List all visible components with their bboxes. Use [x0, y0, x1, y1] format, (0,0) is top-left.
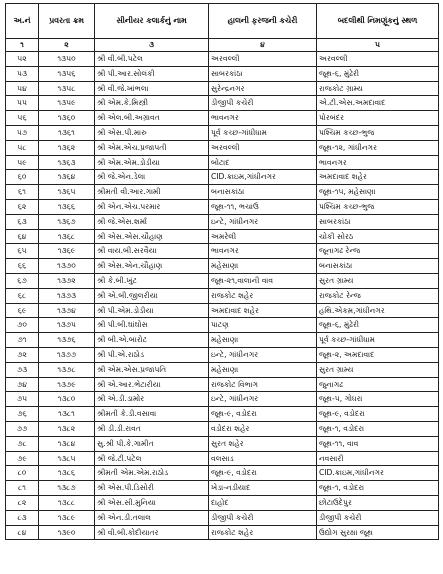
column-number: ૨: [39, 39, 95, 52]
cell-clerk-name: શ્રી જે.ટી.પટેલ: [95, 451, 209, 466]
cell-current-office: રાજકોટ શહેર: [209, 288, 317, 303]
cell-clerk-name: શ્રી વી.બી.કોદીયાતર: [95, 525, 209, 540]
cell-seniority-rank: ૧૩૬૦: [39, 111, 95, 126]
cell-current-office: ખેડા-નડીયાદ: [209, 481, 317, 496]
table-row: [6, 510, 439, 525]
cell-current-office: ઇન્ટે, ગાંધીનગર: [209, 347, 317, 362]
cell-serial-no: ૭૩: [6, 362, 39, 377]
table-row: [6, 451, 439, 466]
cell-serial-no: ૬૯: [6, 303, 39, 318]
cell-serial-no: ૭૯: [6, 451, 39, 466]
cell-transfer-place: જૂથ-૫, ગોધરા: [317, 392, 439, 407]
cell-seniority-rank: ૧૩૬૮: [39, 229, 95, 244]
cell-clerk-name: શ્રી એમ.એસ.પ્રજાપતિ: [95, 362, 209, 377]
cell-current-office: CID.ક્રાઇમ,ગાંધીનગર: [209, 170, 317, 185]
table-row: [6, 81, 439, 96]
cell-transfer-place: બનાસકાંઠા: [317, 259, 439, 274]
cell-seniority-rank: ૧૩૬૯: [39, 244, 95, 259]
cell-seniority-rank: ૧૩૮૧: [39, 407, 95, 422]
table-row: [6, 185, 439, 200]
table-row: [6, 125, 439, 140]
cell-current-office: રાજકોટ શહેર: [209, 525, 317, 540]
column-number: ૧: [6, 39, 39, 52]
table-row: [6, 259, 439, 274]
header-current-office: હાલની ફરજની કચેરી: [209, 4, 317, 39]
cell-serial-no: ૭૦: [6, 318, 39, 333]
cell-transfer-place: જૂથ-૧૫, મહેસાણા: [317, 185, 439, 200]
header-seniority-rank: પ્રવરતા ક્રમ: [39, 4, 95, 39]
cell-serial-no: ૭૪: [6, 377, 39, 392]
cell-serial-no: ૫૬: [6, 111, 39, 126]
cell-serial-no: ૫૯: [6, 155, 39, 170]
header-row: [6, 4, 439, 39]
cell-clerk-name: શ્રી એન.ડી.તલાલ: [95, 510, 209, 525]
table-row: [6, 362, 439, 377]
cell-serial-no: ૬૨: [6, 199, 39, 214]
cell-seniority-rank: ૧૩૭૬: [39, 333, 95, 348]
cell-transfer-place: અમદાવાદ શહેર: [317, 170, 439, 185]
table-row: [6, 525, 439, 540]
cell-serial-no: ૫૮: [6, 140, 39, 155]
cell-transfer-place: CID.ક્રાઇમ,ગાંધીનગર: [317, 466, 439, 481]
cell-transfer-place: રાજકોટ ગ્રામ્ય: [317, 81, 439, 96]
cell-transfer-place: હથિ.એકમ઼,ગાંધીનગર: [317, 303, 439, 318]
cell-seniority-rank: ૧૩૫૯: [39, 96, 95, 111]
table-row: [6, 392, 439, 407]
cell-seniority-rank: ૧૩૫૬: [39, 66, 95, 81]
table-row: [6, 421, 439, 436]
cell-seniority-rank: ૧૩૭૯: [39, 377, 95, 392]
cell-seniority-rank: ૧૩૬૭: [39, 214, 95, 229]
cell-transfer-place: જૂથ-૧, વડોદરા: [317, 421, 439, 436]
cell-seniority-rank: ૧૩૮૦: [39, 392, 95, 407]
cell-seniority-rank: ૧૩૮૪: [39, 436, 95, 451]
header-clerk-name: સીનીયર કલાર્કનું નામ: [95, 4, 209, 39]
cell-seniority-rank: ૧૩૭૪: [39, 303, 95, 318]
cell-transfer-place: જૂથ-૯, વડોદરા: [317, 407, 439, 422]
cell-seniority-rank: ૧૩૬૩: [39, 155, 95, 170]
cell-clerk-name: શ્રી એ.ડી.ડામોર: [95, 392, 209, 407]
cell-current-office: જૂથ-૯, વડોદરા: [209, 407, 317, 422]
header-transfer-place: બદલીથી નિમણૂંકનું સ્થળ: [317, 4, 439, 39]
table-row: [6, 96, 439, 111]
cell-clerk-name: શ્રી એ.આર.ભેટારીયા: [95, 377, 209, 392]
column-number: ૩: [95, 39, 209, 52]
cell-current-office: ડીજીપી કચેરી: [209, 510, 317, 525]
cell-current-office: જૂથ-૨૧,વાલાની વાવ: [209, 273, 317, 288]
table-row: [6, 333, 439, 348]
cell-current-office: અરવલ્લી: [209, 52, 317, 67]
cell-seniority-rank: ૧૩૮૮: [39, 495, 95, 510]
cell-clerk-name: શ્રી ડી.ડી.રાવત: [95, 421, 209, 436]
cell-current-office: બનાસકાંઠા: [209, 185, 317, 200]
cell-current-office: દાહોદ: [209, 495, 317, 510]
cell-current-office: સાબરકાંઠા: [209, 66, 317, 81]
cell-transfer-place: જૂથ-૧૨, ગાંધીનગર: [317, 140, 439, 155]
cell-clerk-name: શ્રી વી.જે.ખાંભલા: [95, 81, 209, 96]
cell-clerk-name: શ્રી એસ.એન.ચૌહાણ: [95, 259, 209, 274]
cell-transfer-place: પોરબંદર: [317, 111, 439, 126]
table-body: [6, 52, 439, 540]
cell-clerk-name: શ્રી બી.એ.બારોટ: [95, 333, 209, 348]
cell-transfer-place: રાજકોટ રેન્જ: [317, 288, 439, 303]
transfer-table: [5, 3, 439, 540]
cell-transfer-place: જૂથ-૧૧, વાવ: [317, 436, 439, 451]
cell-serial-no: ૬૩: [6, 214, 39, 229]
cell-serial-no: ૮૪: [6, 525, 39, 540]
cell-clerk-name: શ્રી પી.એ.રાઠોડ: [95, 347, 209, 362]
cell-current-office: બોટાદ: [209, 155, 317, 170]
cell-serial-no: ૮૧: [6, 481, 39, 496]
cell-transfer-place: સાબરકાંઠા: [317, 214, 439, 229]
cell-serial-no: ૬૭: [6, 273, 39, 288]
cell-seniority-rank: ૧૩૬૫: [39, 185, 95, 200]
cell-serial-no: ૭૫: [6, 392, 39, 407]
cell-transfer-place: જૂનાગઢ રેન્જ: [317, 244, 439, 259]
cell-current-office: જૂથ-૧૧, ભચાઉ: [209, 199, 317, 214]
cell-seniority-rank: ૧૩૬૨: [39, 140, 95, 155]
cell-current-office: સુરત શહેર: [209, 436, 317, 451]
cell-current-office: રાજકોટ વિભાગ: [209, 377, 317, 392]
column-number-row: [6, 39, 439, 52]
cell-seniority-rank: ૧૩૭૮: [39, 362, 95, 377]
cell-transfer-place: પૂર્વ કચ્છ-ગાંધીધામ: [317, 333, 439, 348]
cell-clerk-name: શ્રી એમ.કે.મિસ્ત્રી: [95, 96, 209, 111]
cell-clerk-name: શ્રી એલ.બી.અગ્રાવત: [95, 111, 209, 126]
cell-transfer-place: ચોકી સોરઠ: [317, 229, 439, 244]
table-row: [6, 52, 439, 67]
cell-clerk-name: શ્રીમતી કે.ડી.વસાવા: [95, 407, 209, 422]
cell-serial-no: ૭૮: [6, 436, 39, 451]
table-row: [6, 481, 439, 496]
cell-seniority-rank: ૧૩૮૭: [39, 481, 95, 496]
table-row: [6, 377, 439, 392]
cell-seniority-rank: ૧૩૮૨: [39, 421, 95, 436]
cell-serial-no: ૬૧: [6, 185, 39, 200]
table-row: [6, 318, 439, 333]
table-row: [6, 111, 439, 126]
cell-clerk-name: શ્રીમતી એમ.એમ.રાઠોડ: [95, 466, 209, 481]
cell-clerk-name: શ્રી એસ.સી.મુનિયા: [95, 495, 209, 510]
cell-serial-no: ૬૦: [6, 170, 39, 185]
cell-seniority-rank: ૧૩૬૧: [39, 125, 95, 140]
cell-clerk-name: શ્રી જે.એન.ડેલા: [95, 170, 209, 185]
cell-current-office: મહેસાણા: [209, 333, 317, 348]
table-row: [6, 244, 439, 259]
cell-serial-no: ૫૩: [6, 66, 39, 81]
cell-transfer-place: સુરત ગ્રામ્ય: [317, 273, 439, 288]
header-serial-no: અ.નં: [6, 4, 39, 39]
table-row: [6, 229, 439, 244]
cell-seniority-rank: ૧૩૭૨: [39, 273, 95, 288]
cell-current-office: ભાવનગર: [209, 111, 317, 126]
table-row: [6, 199, 439, 214]
cell-current-office: ભાવનગર: [209, 244, 317, 259]
cell-current-office: અમદાવાદ શહેર: [209, 303, 317, 318]
cell-transfer-place: નવસારી: [317, 451, 439, 466]
cell-transfer-place: જૂથ-૨, અમદાવાદ: [317, 347, 439, 362]
cell-transfer-place: જૂથ-૧, વડોદરા: [317, 481, 439, 496]
cell-serial-no: ૮૩: [6, 510, 39, 525]
cell-serial-no: ૮૦: [6, 466, 39, 481]
cell-transfer-place: ઉદ્યોગ સુરક્ષા જૂથ: [317, 525, 439, 540]
cell-serial-no: ૭૧: [6, 333, 39, 348]
cell-serial-no: ૭૭: [6, 421, 39, 436]
table-row: [6, 436, 439, 451]
cell-serial-no: ૬૮: [6, 288, 39, 303]
cell-clerk-name: શ્રી પી.બી.ઘાંઘોસ: [95, 318, 209, 333]
table-row: [6, 347, 439, 362]
cell-seniority-rank: ૧૩૭૫: [39, 318, 95, 333]
cell-clerk-name: શ્રી પી.એમ.ડોડીયા: [95, 303, 209, 318]
cell-clerk-name: શ્રી એસ.પી.મારુ: [95, 125, 209, 140]
cell-clerk-name: શ્રી એન.એચ.પરમાર: [95, 199, 209, 214]
cell-seniority-rank: ૧૩૮૯: [39, 510, 95, 525]
cell-clerk-name: શ્રી પી.આર.સોલંકી: [95, 66, 209, 81]
table-row: [6, 170, 439, 185]
cell-transfer-place: પશ્ચિમ કચ્છ-ભુજ: [317, 125, 439, 140]
cell-seniority-rank: ૧૩૫૮: [39, 81, 95, 96]
cell-clerk-name: શ્રી વી.બી.પટેલ: [95, 52, 209, 67]
cell-current-office: અમરેલી: [209, 229, 317, 244]
table-row: [6, 288, 439, 303]
cell-clerk-name: શ્રી જે.એસ.શર્મા: [95, 214, 209, 229]
cell-serial-no: ૫૨: [6, 52, 39, 67]
column-number: ૪: [209, 39, 317, 52]
cell-serial-no: ૫૭: [6, 125, 39, 140]
cell-transfer-place: સુરત ગ્રામ્ય: [317, 362, 439, 377]
cell-clerk-name: શ્રી એમ.એમ.ડોડીયા: [95, 155, 209, 170]
cell-clerk-name: શ્રી એ.બી.જીલરીયા: [95, 288, 209, 303]
cell-current-office: મહેસાણા: [209, 362, 317, 377]
cell-serial-no: ૬૫: [6, 244, 39, 259]
cell-serial-no: ૫૪: [6, 81, 39, 96]
cell-seniority-rank: ૧૩૮૬: [39, 466, 95, 481]
cell-serial-no: ૬૬: [6, 259, 39, 274]
cell-current-office: વલસાડ: [209, 451, 317, 466]
transfer-list-sheet: [5, 3, 438, 540]
cell-transfer-place: પશ્ચિમ કચ્છ-ભુજ: [317, 199, 439, 214]
table-row: [6, 214, 439, 229]
cell-current-office: ઇન્ટે, ગાંધીનગર: [209, 392, 317, 407]
cell-serial-no: ૭૨: [6, 347, 39, 362]
cell-transfer-place: જૂથ-૬, મુંઢેરી: [317, 66, 439, 81]
cell-seniority-rank: ૧૩૫૦: [39, 52, 95, 67]
cell-transfer-place: છોટાઉદેપુર: [317, 495, 439, 510]
column-number: ૫: [317, 39, 439, 52]
cell-seniority-rank: ૧૩૬૬: [39, 199, 95, 214]
cell-transfer-place: ડીજીપી કચેરી: [317, 510, 439, 525]
cell-serial-no: ૫૫: [6, 96, 39, 111]
table-row: [6, 66, 439, 81]
cell-transfer-place: અરવલ્લી: [317, 52, 439, 67]
cell-transfer-place: જૂથ-૬, મુંઢેરી: [317, 318, 439, 333]
table-row: [6, 466, 439, 481]
cell-clerk-name: શ્રી કે.બી.ખુંટ: [95, 273, 209, 288]
cell-clerk-name: શ્રી એસ.પી.ડિસોરી: [95, 481, 209, 496]
table-row: [6, 303, 439, 318]
table-row: [6, 155, 439, 170]
cell-current-office: ઇન્ટે, ગાંધીનગર: [209, 214, 317, 229]
cell-seniority-rank: ૧૩૬૪: [39, 170, 95, 185]
cell-transfer-place: એ.ટી.એસ.અમદાવાદ: [317, 96, 439, 111]
cell-transfer-place: જુનાગઢ: [317, 377, 439, 392]
cell-serial-no: ૮૨: [6, 495, 39, 510]
cell-current-office: સુરેન્દ્રનગર: [209, 81, 317, 96]
cell-current-office: જૂથ-૯, વડોદરા: [209, 466, 317, 481]
table-row: [6, 407, 439, 422]
cell-seniority-rank: ૧૩૭૩: [39, 288, 95, 303]
cell-seniority-rank: ૧૩૭૦: [39, 259, 95, 274]
cell-clerk-name: સુ.શ્રી પી.કે.ગામીત: [95, 436, 209, 451]
cell-current-office: મહેસાણા: [209, 259, 317, 274]
cell-current-office: પાટણ: [209, 318, 317, 333]
cell-clerk-name: શ્રી એમ.એચ.પ્રજાપતી: [95, 140, 209, 155]
cell-current-office: વડોદરા શહેર: [209, 421, 317, 436]
cell-current-office: અરવલ્લી: [209, 140, 317, 155]
cell-clerk-name: શ્રી એસ.એસ.ચૌહાણ: [95, 229, 209, 244]
cell-clerk-name: શ્રી વાય.બી.સરવૈયા: [95, 244, 209, 259]
cell-serial-no: ૭૬: [6, 407, 39, 422]
cell-seniority-rank: ૧૩૮૫: [39, 451, 95, 466]
cell-clerk-name: શ્રીમતી વી.આર.ગામી: [95, 185, 209, 200]
cell-transfer-place: ભાવનગર: [317, 155, 439, 170]
table-row: [6, 140, 439, 155]
cell-serial-no: ૬૪: [6, 229, 39, 244]
table-row: [6, 495, 439, 510]
table-row: [6, 273, 439, 288]
cell-seniority-rank: ૧૩૭૭: [39, 347, 95, 362]
cell-current-office: પૂર્વ કચ્છ-ગાંધીધામ: [209, 125, 317, 140]
cell-seniority-rank: ૧૩૯૦: [39, 525, 95, 540]
cell-current-office: ડીજીપી કચેરી: [209, 96, 317, 111]
